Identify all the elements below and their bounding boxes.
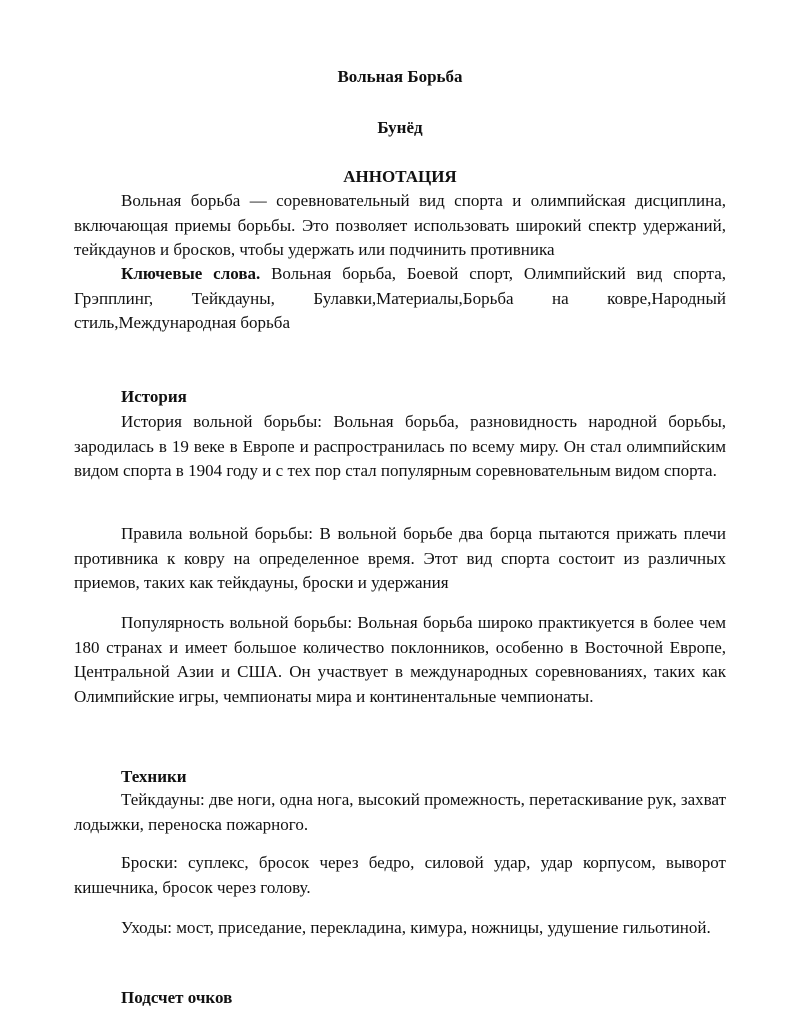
keywords-label: Ключевые слова. [121, 264, 261, 283]
document-author: Бунёд [377, 118, 423, 137]
keywords-list: Вольная борьба, Боевой спорт, Олимпийский вид спорта, Грэпплинг, Тейкдауны, Булавки,Материалы,Борьба на ковре,Народный стиль,Международная борьба [74, 264, 726, 332]
annotation-paragraph: Вольная борьба — соревновательный вид спорта и олимпийская дисциплина, включающая приемы борьбы. Это позволяет использовать широкий спектр удержаний, тейкдаунов и бросков, чтобы удержать или подчинить противника [74, 191, 726, 259]
annotation-heading: АННОТАЦИЯ [343, 167, 457, 186]
techniques-paragraph-2: Броски: суплекс, бросок через бедро, силовой удар, удар корпусом, выворот кишечника, бросок через голову. [74, 853, 726, 897]
history-paragraph-2: Правила вольной борьбы: В вольной борьбе два борца пытаются прижать плечи противника к ковру на определенное время. Этот вид спорта состоит из различных приемов, таких как тейкдауны, броски и удержания [74, 524, 726, 592]
techniques-paragraph-1: Тейкдауны: две ноги, одна нога, высокий промежность, перетаскивание рук, захват лодыжки, переноска пожарного. [74, 790, 726, 834]
keywords-paragraph [74, 262, 726, 336]
techniques-paragraph-3: Уходы: мост, приседание, перекладина, кимура, ножницы, удушение гильотиной. [121, 918, 711, 937]
history-paragraph-1: История вольной борьбы: Вольная борьба, разновидность народной борьбы, зародилась в 19 веке в Европе и распространилась по всему миру. Он стал олимпийским видом спорта в 1904 году и с тех пор стал популярным соревновательным видом спорта. [74, 412, 726, 480]
history-paragraph-3: Популярность вольной борьбы: Вольная борьба широко практикуется в более чем 180 странах и имеет большое количество поклонников, особенно в Восточной Европе, Центральной Азии и США. Он участвует в международных соревнованиях, таких как Олимпийские игры, чемпионаты мира и континентальные чемпионаты. [74, 613, 726, 706]
document-title: Вольная Борьба [337, 67, 463, 86]
section-heading-history: История [121, 387, 187, 406]
section-heading-scoring: Подсчет очков [121, 988, 233, 1007]
section-heading-techniques: Техники [121, 767, 187, 786]
